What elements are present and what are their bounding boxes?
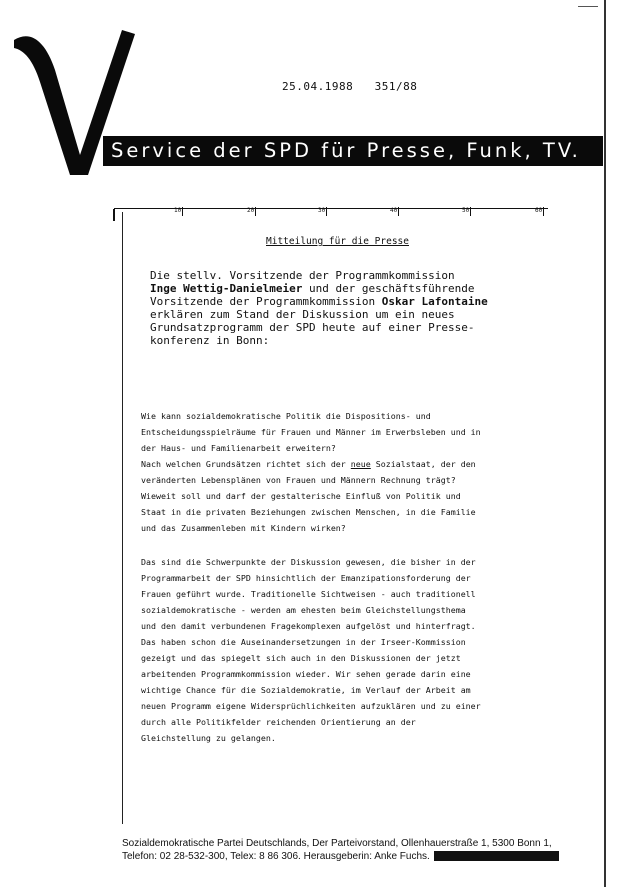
text-line: durch alle Politikfelder reichenden Orientierung an der [141,717,416,727]
service-banner: Service der SPD für Presse, Funk, TV. [103,136,603,166]
text-line: Gleichstellung zu gelangen. [141,733,276,743]
underlined-word: neue [350,459,371,469]
typewriter-ruler [114,208,548,219]
text-line: und den damit verbundenen Fragekomplexen aufgelöst und hinterfragt. [141,621,476,631]
text-line: Staat in die privaten Beziehungen zwischen Menschen, in die Familie [141,507,476,517]
footer-line-address: Sozialdemokratische Partei Deutschlands, Der Parteivorstand, Ollenhauerstraße 1, 5300 Bonn 1, [122,838,552,849]
text-line: arbeitenden Programmkommission wieder. Wir sehen gerade darin eine [141,669,471,679]
redaction-bar [434,851,559,861]
intro-paragraph [150,269,570,347]
ruler-mark-10: 10 [174,207,183,216]
intro-line: Die stellv. Vorsitzende der Programmkommission [150,269,455,282]
footer-contact-text: Telefon: 02 28-532-300, Telex: 8 86 306. Herausgeberin: Anke Fuchs. [122,851,430,862]
text-line: gezeigt und das spiegelt sich auch in den Diskussionen der jetzt [141,653,461,663]
text-line: Wie kann sozialdemokratische Politik die Dispositions- und [141,411,431,421]
text-line: Das sind die Schwerpunkte der Diskussion gewesen, die bisher in der [141,557,476,567]
scan-artifact [578,6,598,13]
text-line: und das Zusammenleben mit Kindern wirken? [141,523,346,533]
ruler-left-tick [113,209,115,221]
ruler-mark-20: 20 [247,207,256,216]
ruler-mark-40: 40 [390,207,399,216]
paragraph-discussion [141,554,591,746]
intro-line: erklären zum Stand der Diskussion um ein neues [150,308,455,321]
date-reference: 25.04.1988 351/88 [282,80,418,93]
footer-address [122,837,582,863]
person-name: Oskar Lafontaine [381,295,488,308]
text-line: neuen Programm eigene Widersprüchlichkeiten aufzuklären und zu einer [141,701,481,711]
person-name: Inge Wettig-Danielmeier [150,282,303,295]
text-line: Programmarbeit der SPD hinsichtlich der Emanzipationsforderung der [141,573,471,583]
ruler-mark-50: 50 [462,207,471,216]
ruler-mark-60: 60 [535,207,544,216]
intro-line [150,295,570,308]
document-title: Mitteilung für die Presse [266,236,409,247]
left-margin-line [122,212,123,824]
text-line: der Haus- und Familienarbeit erweitern? [141,443,336,453]
intro-line: konferenz in Bonn: [150,334,270,347]
text-line: Entscheidungsspielräume für Frauen und Männer im Erwerbsleben und in [141,427,481,437]
text-line [141,456,591,472]
ruler-mark-30: 30 [318,207,327,216]
intro-line: Grundsatzprogramm der SPD heute auf einer Presse- [150,321,475,334]
intro-text: Vorsitzende der Programmkommission [150,295,382,308]
text-line: Wieweit soll und darf der gestalterische Einfluß von Politik und [141,491,461,501]
text-fragment: Nach welchen Grundsätzen richtet sich der [141,459,351,469]
intro-line [150,282,570,295]
intro-text: und der geschäftsführende [302,282,475,295]
text-line: Das haben schon die Auseinandersetzungen in der Irseer-Kommission [141,637,466,647]
text-line: veränderten Lebensplänen von Frauen und Männern Rechnung trägt? [141,475,456,485]
text-line: wichtige Chance für die Sozialdemokratie, im Verlauf der Arbeit am [141,685,471,695]
text-line: Frauen geführt wurde. Traditionelle Sichtweisen - auch traditionell [141,589,476,599]
text-fragment: Sozialstaat, der den [370,459,476,469]
paragraph-questions [141,408,591,536]
page-edge-shadow [604,0,606,887]
footer-line-contact [122,850,582,863]
text-line: sozialdemokratische - werden am ehesten beim Gleichstellungsthema [141,605,466,615]
